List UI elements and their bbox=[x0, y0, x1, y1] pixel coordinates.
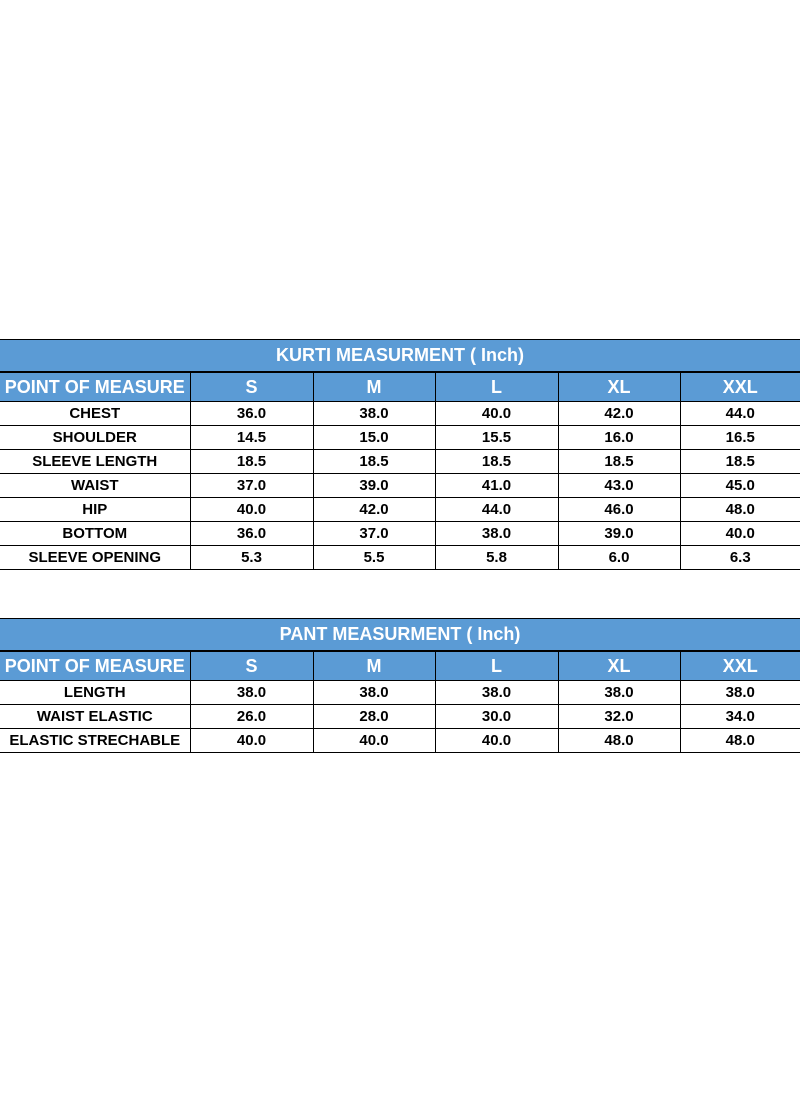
column-header-size: S bbox=[190, 651, 313, 681]
measure-value: 42.0 bbox=[313, 498, 435, 522]
measure-value: 37.0 bbox=[313, 522, 435, 546]
measure-label: SHOULDER bbox=[0, 426, 190, 450]
table-row bbox=[0, 498, 800, 522]
measure-label: BOTTOM bbox=[0, 522, 190, 546]
table-row bbox=[0, 681, 800, 705]
measure-label: HIP bbox=[0, 498, 190, 522]
measure-value: 28.0 bbox=[313, 705, 435, 729]
column-header-point-of-measure: POINT OF MEASURE bbox=[0, 651, 190, 681]
measure-value: 38.0 bbox=[313, 402, 435, 426]
measure-value: 42.0 bbox=[558, 402, 680, 426]
measure-label: CHEST bbox=[0, 402, 190, 426]
measure-value: 40.0 bbox=[190, 498, 313, 522]
measure-label: SLEEVE LENGTH bbox=[0, 450, 190, 474]
measure-value: 39.0 bbox=[558, 522, 680, 546]
measure-value: 44.0 bbox=[435, 498, 558, 522]
measure-value: 48.0 bbox=[680, 729, 800, 753]
measure-value: 18.5 bbox=[680, 450, 800, 474]
measure-value: 15.5 bbox=[435, 426, 558, 450]
measure-value: 38.0 bbox=[190, 681, 313, 705]
column-header-size: L bbox=[435, 372, 558, 402]
table-row bbox=[0, 474, 800, 498]
column-header-size: XL bbox=[558, 651, 680, 681]
measure-value: 45.0 bbox=[680, 474, 800, 498]
measure-label: WAIST ELASTIC bbox=[0, 705, 190, 729]
column-header-row bbox=[0, 372, 800, 402]
kurti-measurement-table bbox=[0, 339, 800, 570]
measure-value: 36.0 bbox=[190, 402, 313, 426]
measure-value: 34.0 bbox=[680, 705, 800, 729]
measure-value: 40.0 bbox=[435, 402, 558, 426]
measure-value: 37.0 bbox=[190, 474, 313, 498]
measure-value: 40.0 bbox=[680, 522, 800, 546]
measure-value: 41.0 bbox=[435, 474, 558, 498]
column-header-size: XL bbox=[558, 372, 680, 402]
table-row bbox=[0, 450, 800, 474]
measure-value: 5.5 bbox=[313, 546, 435, 570]
measure-value: 48.0 bbox=[558, 729, 680, 753]
table-row bbox=[0, 705, 800, 729]
measure-value: 39.0 bbox=[313, 474, 435, 498]
measure-value: 18.5 bbox=[313, 450, 435, 474]
measure-value: 15.0 bbox=[313, 426, 435, 450]
measure-value: 40.0 bbox=[313, 729, 435, 753]
measure-value: 38.0 bbox=[680, 681, 800, 705]
table-row bbox=[0, 729, 800, 753]
measure-value: 40.0 bbox=[190, 729, 313, 753]
measure-value: 6.0 bbox=[558, 546, 680, 570]
measure-value: 43.0 bbox=[558, 474, 680, 498]
measure-label: LENGTH bbox=[0, 681, 190, 705]
measure-value: 46.0 bbox=[558, 498, 680, 522]
measure-value: 32.0 bbox=[558, 705, 680, 729]
measure-value: 38.0 bbox=[558, 681, 680, 705]
measure-value: 38.0 bbox=[435, 681, 558, 705]
measure-value: 6.3 bbox=[680, 546, 800, 570]
column-header-row bbox=[0, 651, 800, 681]
measure-value: 18.5 bbox=[558, 450, 680, 474]
measure-label: SLEEVE OPENING bbox=[0, 546, 190, 570]
table-row bbox=[0, 426, 800, 450]
measure-label: ELASTIC STRECHABLE bbox=[0, 729, 190, 753]
measure-value: 40.0 bbox=[435, 729, 558, 753]
table-row bbox=[0, 402, 800, 426]
table-title: KURTI MEASURMENT ( Inch) bbox=[0, 340, 800, 373]
measure-label: WAIST bbox=[0, 474, 190, 498]
measure-value: 48.0 bbox=[680, 498, 800, 522]
table-title-row bbox=[0, 619, 800, 652]
table-title: PANT MEASURMENT ( Inch) bbox=[0, 619, 800, 652]
column-header-size: M bbox=[313, 651, 435, 681]
measure-value: 44.0 bbox=[680, 402, 800, 426]
measure-value: 38.0 bbox=[313, 681, 435, 705]
column-header-size: L bbox=[435, 651, 558, 681]
column-header-size: S bbox=[190, 372, 313, 402]
measure-value: 18.5 bbox=[435, 450, 558, 474]
table-row bbox=[0, 522, 800, 546]
column-header-size: M bbox=[313, 372, 435, 402]
measure-value: 36.0 bbox=[190, 522, 313, 546]
measure-value: 18.5 bbox=[190, 450, 313, 474]
measure-value: 16.5 bbox=[680, 426, 800, 450]
pant-measurement-table bbox=[0, 618, 800, 753]
column-header-point-of-measure: POINT OF MEASURE bbox=[0, 372, 190, 402]
measure-value: 16.0 bbox=[558, 426, 680, 450]
measure-value: 5.3 bbox=[190, 546, 313, 570]
measure-value: 26.0 bbox=[190, 705, 313, 729]
column-header-size: XXL bbox=[680, 651, 800, 681]
measure-value: 14.5 bbox=[190, 426, 313, 450]
measure-value: 38.0 bbox=[435, 522, 558, 546]
column-header-size: XXL bbox=[680, 372, 800, 402]
table-title-row bbox=[0, 340, 800, 373]
measure-value: 5.8 bbox=[435, 546, 558, 570]
table-row bbox=[0, 546, 800, 570]
measure-value: 30.0 bbox=[435, 705, 558, 729]
